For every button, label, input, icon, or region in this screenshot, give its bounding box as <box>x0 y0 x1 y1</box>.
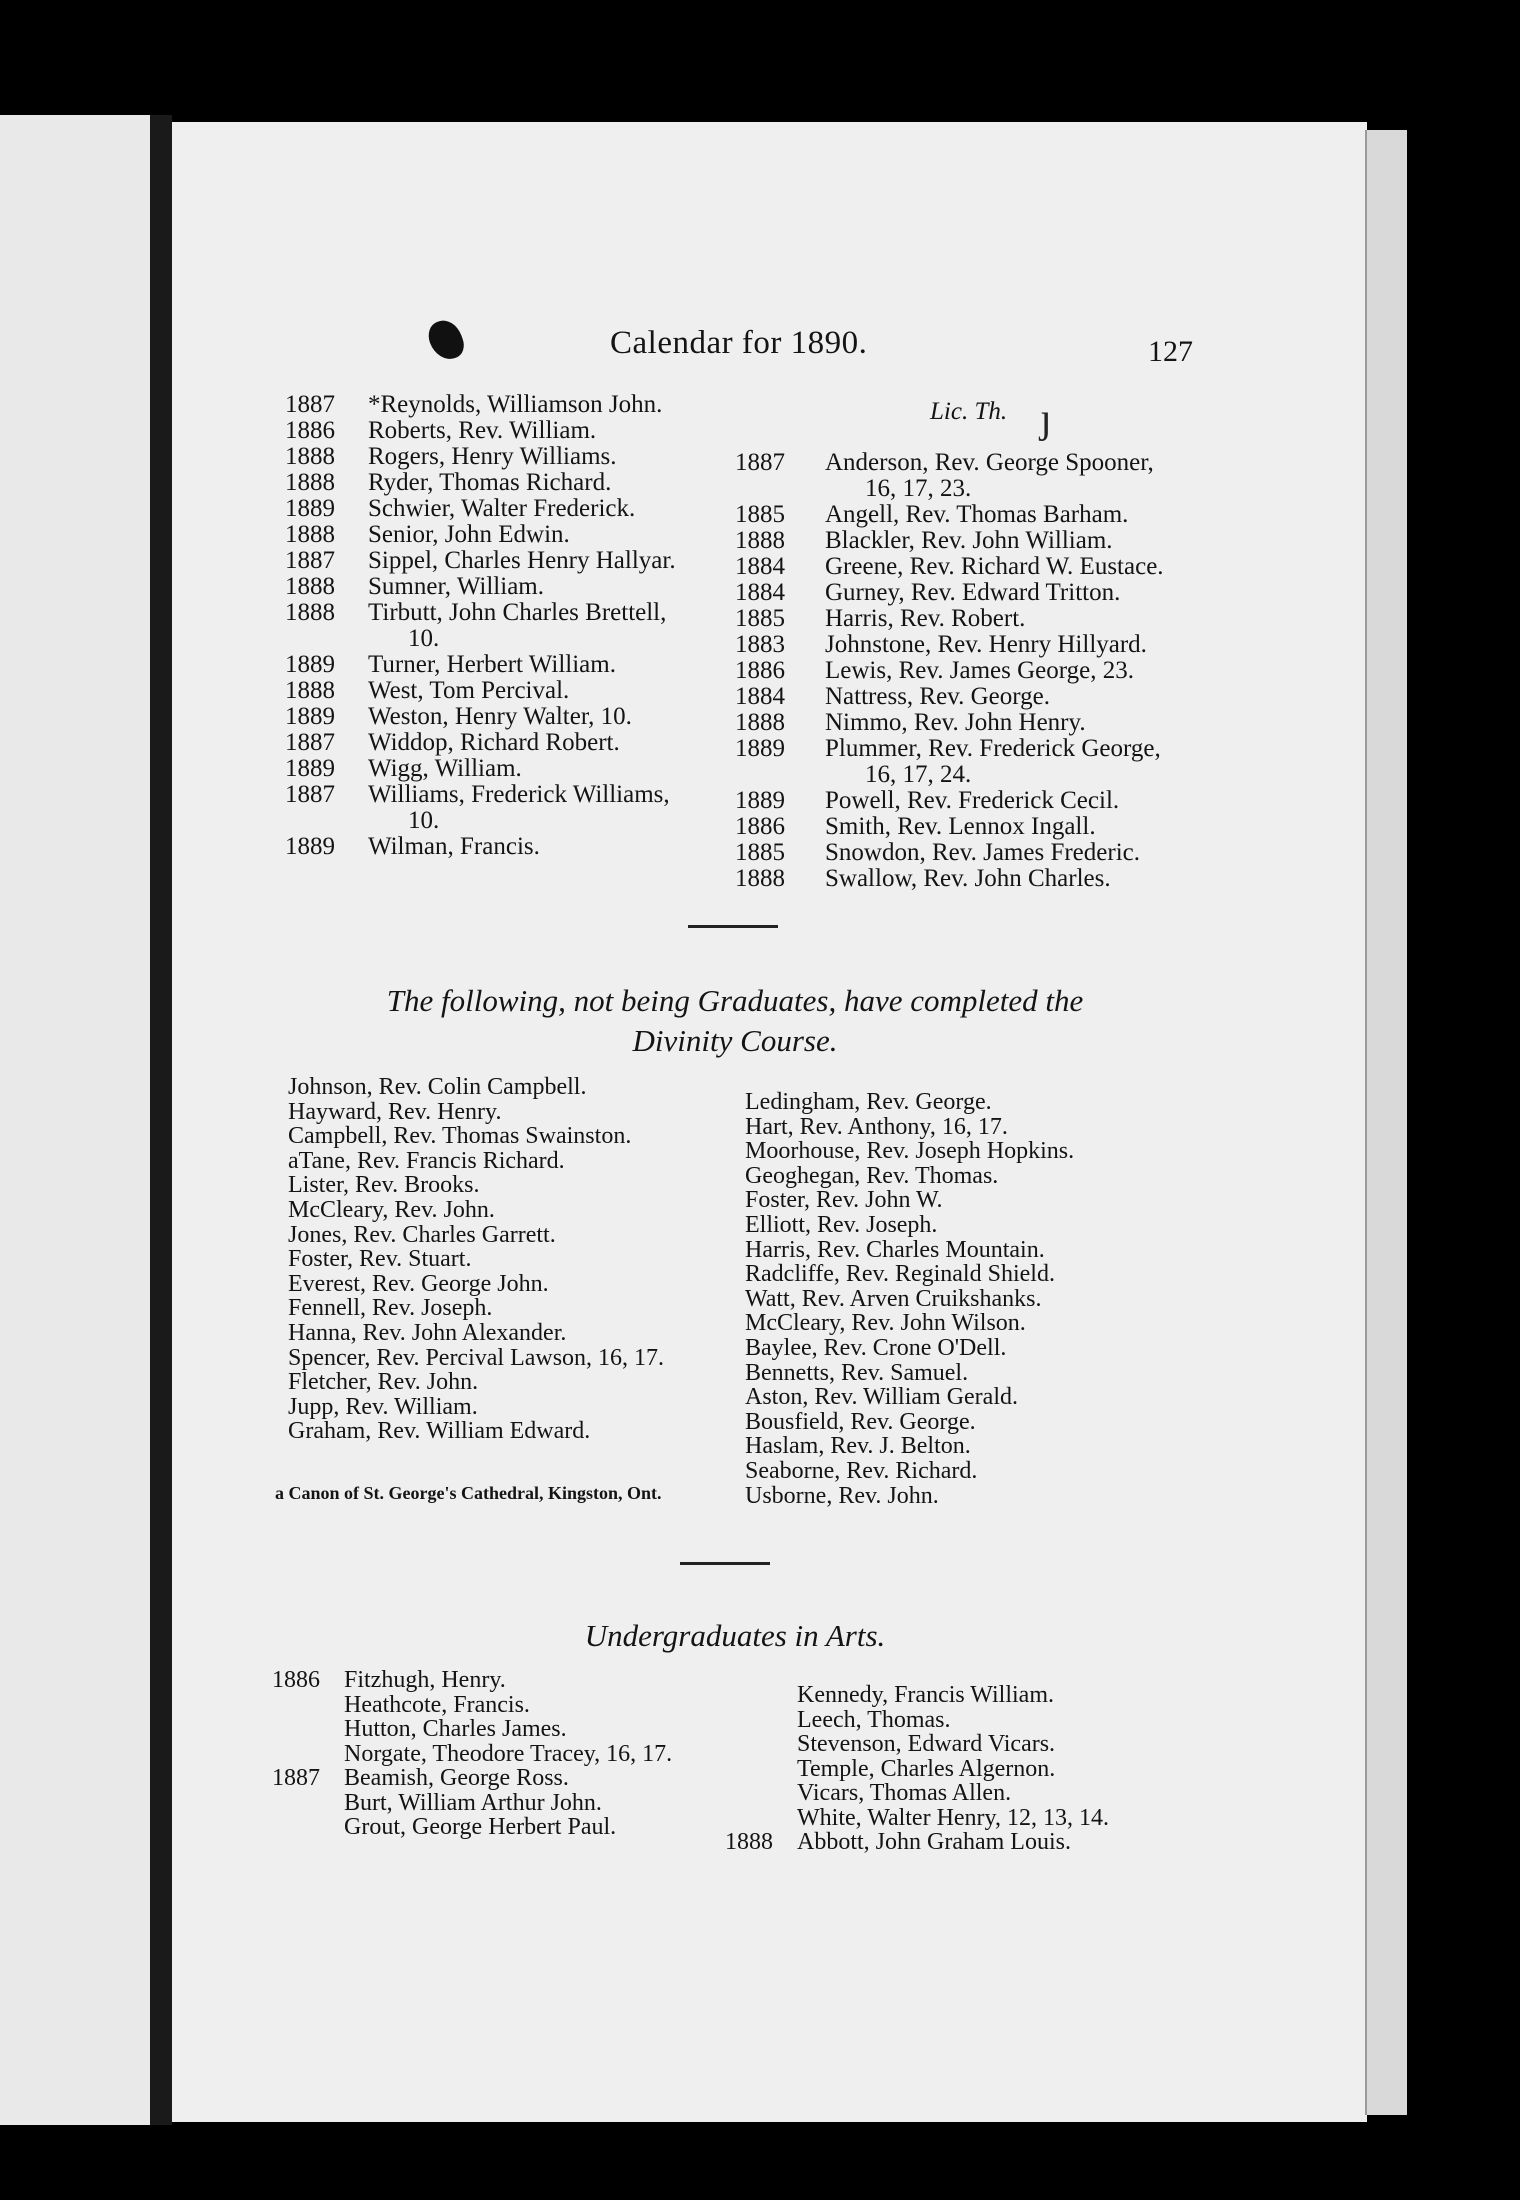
list-item <box>735 866 1205 892</box>
entry-name: Senior, John Edwin. <box>368 521 570 548</box>
list-item: Fennell, Rev. Joseph. <box>288 1295 493 1322</box>
list-item <box>285 756 725 782</box>
entry-year: 1888 <box>735 865 785 892</box>
list-item: Hart, Rev. Anthony, 16, 17. <box>745 1113 1008 1140</box>
list-item <box>272 1742 772 1767</box>
entry-year: 1889 <box>285 755 335 782</box>
entry-name: Swallow, Rev. John Charles. <box>825 865 1111 892</box>
divider-rule <box>688 925 778 928</box>
list-item <box>735 840 1205 866</box>
list-item <box>735 684 1205 710</box>
entry-name: Weston, Henry Walter, 10. <box>368 703 632 730</box>
list-item: Usborne, Rev. John. <box>745 1482 939 1509</box>
page-number: 127 <box>1148 335 1193 368</box>
list-item: Elliott, Rev. Joseph. <box>745 1211 938 1238</box>
entry-name: Wilman, Francis. <box>368 833 540 860</box>
entry-year: 1886 <box>735 813 785 840</box>
list-item: Lister, Rev. Brooks. <box>288 1172 480 1199</box>
list-item: McCleary, Rev. John. <box>288 1196 495 1223</box>
list-item <box>285 470 725 496</box>
list-item: Haslam, Rev. J. Belton. <box>745 1433 971 1460</box>
entry-year: 1888 <box>735 709 785 736</box>
list-item: Foster, Rev. John W. <box>745 1187 943 1214</box>
entry-year: 1885 <box>735 839 785 866</box>
list-item <box>272 1717 772 1742</box>
entry-year: 1886 <box>272 1667 320 1693</box>
list-item <box>725 1806 1195 1831</box>
entry-name: Hutton, Charles James. <box>344 1716 567 1742</box>
entry-name: Fitzhugh, Henry. <box>344 1667 506 1693</box>
entry-name: Williams, Frederick Williams, <box>368 781 670 808</box>
list-item: Aston, Rev. William Gerald. <box>745 1384 1018 1411</box>
entry-name: Smith, Rev. Lennox Ingall. <box>825 813 1096 840</box>
entry-year: 1889 <box>735 735 785 762</box>
list-item: Jupp, Rev. William. <box>288 1393 478 1420</box>
list-item: Bennetts, Rev. Samuel. <box>745 1359 969 1386</box>
entry-name: Wigg, William. <box>368 755 522 782</box>
entry-year: 1886 <box>735 657 785 684</box>
list-item <box>285 392 725 418</box>
entry-name: Kennedy, Francis William. <box>797 1682 1054 1708</box>
list-item <box>725 1830 1195 1855</box>
entry-name: Nimmo, Rev. John Henry. <box>825 709 1086 736</box>
list-item <box>735 606 1205 632</box>
entry-name: Turner, Herbert William. <box>368 651 616 678</box>
list-item <box>735 632 1205 658</box>
page-edge <box>1365 130 1407 2115</box>
list-item: Hanna, Rev. John Alexander. <box>288 1319 567 1346</box>
list-item: aTane, Rev. Francis Richard. <box>288 1147 565 1174</box>
entry-name: Snowdon, Rev. James Frederic. <box>825 839 1140 866</box>
divinity-list-right <box>745 1090 1195 1508</box>
list-item <box>735 554 1205 580</box>
entry-name: Roberts, Rev. William. <box>368 417 597 444</box>
entry-name: Beamish, George Ross. <box>344 1765 569 1791</box>
entry-year: 1887 <box>272 1765 320 1791</box>
list-item: Ledingham, Rev. George. <box>745 1089 992 1115</box>
list-item: Geoghegan, Rev. Thomas. <box>745 1162 999 1189</box>
entry-year: 1887 <box>285 729 335 756</box>
divinity-list-left <box>288 1075 738 1444</box>
entry-name: White, Walter Henry, 12, 13, 14. <box>797 1804 1109 1831</box>
entry-name: Plummer, Rev. Frederick George, <box>825 735 1161 762</box>
list-item: Bousfield, Rev. George. <box>745 1408 976 1435</box>
lic-th-list <box>735 450 1205 892</box>
entry-year: 1888 <box>735 527 785 554</box>
entry-name: Anderson, Rev. George Spooner, <box>825 449 1154 476</box>
entry-name: Blackler, Rev. John William. <box>825 527 1113 554</box>
book-spine <box>150 115 172 2125</box>
list-item: Fletcher, Rev. John. <box>288 1369 479 1396</box>
graduate-list-left <box>285 392 725 860</box>
entry-year: 1887 <box>285 391 335 418</box>
entry-continuation: 10. <box>408 807 440 834</box>
entry-name: Leech, Thomas. <box>797 1706 951 1733</box>
list-item <box>272 1766 772 1791</box>
list-item <box>735 580 1205 606</box>
list-item: Jones, Rev. Charles Garrett. <box>288 1221 556 1248</box>
pen-mark: ȷ <box>1040 396 1052 442</box>
list-item: Foster, Rev. Stuart. <box>288 1246 472 1273</box>
undergrad-list-left <box>272 1668 772 1840</box>
entry-year: 1884 <box>735 553 785 580</box>
footnote: a Canon of St. George's Cathedral, Kingston, Ont. <box>275 1483 662 1503</box>
list-item <box>725 1683 1195 1708</box>
undergrad-list-right <box>725 1683 1195 1855</box>
list-item: Everest, Rev. George John. <box>288 1270 549 1297</box>
entry-year: 1886 <box>285 417 335 444</box>
entry-name: Harris, Rev. Robert. <box>825 605 1026 632</box>
entry-name: Powell, Rev. Frederick Cecil. <box>825 787 1120 814</box>
list-item <box>735 502 1205 528</box>
entry-year: 1884 <box>735 579 785 606</box>
list-item: Moorhouse, Rev. Joseph Hopkins. <box>745 1138 1075 1165</box>
entry-name: Norgate, Theodore Tracey, 16, 17. <box>344 1740 673 1767</box>
entry-year: 1889 <box>285 495 335 522</box>
list-item <box>735 528 1205 554</box>
list-item: Baylee, Rev. Crone O'Dell. <box>745 1334 1007 1361</box>
list-item <box>285 522 725 548</box>
entry-name: *Reynolds, Williamson John. <box>368 391 663 418</box>
entry-year: 1885 <box>735 605 785 632</box>
entry-year: 1888 <box>285 677 335 704</box>
list-item <box>285 418 725 444</box>
list-item <box>272 1693 772 1718</box>
entry-year: 1889 <box>285 651 335 678</box>
list-item: Graham, Rev. William Edward. <box>288 1418 591 1445</box>
list-item <box>285 548 725 574</box>
list-item <box>285 834 725 860</box>
entry-name: Widdop, Richard Robert. <box>368 729 620 756</box>
list-item <box>285 678 725 704</box>
divider-rule-2 <box>680 1562 770 1565</box>
entry-name: Schwier, Walter Frederick. <box>368 495 636 522</box>
list-item <box>285 652 725 678</box>
list-item: Spencer, Rev. Percival Lawson, 16, 17. <box>288 1344 665 1371</box>
list-item: Harris, Rev. Charles Mountain. <box>745 1236 1045 1263</box>
list-item <box>285 574 725 600</box>
page-header: Calendar for 1890. <box>610 325 868 361</box>
entry-name: Vicars, Thomas Allen. <box>797 1780 1012 1806</box>
entry-name: Rogers, Henry Williams. <box>368 443 617 470</box>
entry-name: Sippel, Charles Henry Hallyar. <box>368 547 676 574</box>
list-item <box>285 730 725 756</box>
list-item: Johnson, Rev. Colin Campbell. <box>288 1074 587 1100</box>
list-item: Hayward, Rev. Henry. <box>288 1098 502 1125</box>
entry-name: Tirbutt, John Charles Brettell, <box>368 599 667 626</box>
entry-year: 1888 <box>285 521 335 548</box>
entry-name: Lewis, Rev. James George, 23. <box>825 657 1134 684</box>
list-item <box>272 1668 772 1693</box>
divinity-heading-line2: Divinity Course. <box>632 1023 838 1058</box>
entry-name: Heathcote, Francis. <box>344 1691 530 1718</box>
entry-year: 1887 <box>735 449 785 476</box>
entry-name: Nattress, Rev. George. <box>825 683 1050 710</box>
list-item: Watt, Rev. Arven Cruikshanks. <box>745 1285 1042 1312</box>
list-item <box>735 736 1205 788</box>
undergrad-heading: Undergraduates in Arts. <box>584 1618 886 1653</box>
entry-name: Gurney, Rev. Edward Tritton. <box>825 579 1121 606</box>
list-item <box>285 782 725 834</box>
entry-year: 1885 <box>735 501 785 528</box>
entry-name: Abbott, John Graham Louis. <box>797 1829 1071 1855</box>
entry-name: Ryder, Thomas Richard. <box>368 469 612 496</box>
list-item <box>272 1815 772 1840</box>
entry-year: 1889 <box>285 833 335 860</box>
list-item <box>725 1781 1195 1806</box>
entry-name: Grout, George Herbert Paul. <box>344 1814 617 1840</box>
entry-name: Johnstone, Rev. Henry Hillyard. <box>825 631 1147 658</box>
entry-year: 1889 <box>285 703 335 730</box>
list-item <box>725 1732 1195 1757</box>
list-item: Campbell, Rev. Thomas Swainston. <box>288 1123 632 1150</box>
entry-year: 1888 <box>285 469 335 496</box>
list-item <box>285 704 725 730</box>
list-item: McCleary, Rev. John Wilson. <box>745 1310 1026 1337</box>
list-item <box>735 710 1205 736</box>
list-item <box>725 1757 1195 1782</box>
list-item <box>735 788 1205 814</box>
facing-page <box>0 115 155 2125</box>
list-item <box>735 658 1205 684</box>
lic-th-heading: Lic. Th. <box>930 398 1008 425</box>
entry-continuation: 16, 17, 24. <box>865 761 972 788</box>
entry-year: 1888 <box>285 573 335 600</box>
entry-name: Sumner, William. <box>368 573 544 600</box>
entry-name: West, Tom Percival. <box>368 677 570 704</box>
entry-name: Angell, Rev. Thomas Barham. <box>825 501 1129 528</box>
list-item: Seaborne, Rev. Richard. <box>745 1457 978 1484</box>
list-item <box>285 496 725 522</box>
entry-name: Stevenson, Edward Vicars. <box>797 1731 1056 1757</box>
entry-year: 1888 <box>285 443 335 470</box>
entry-year: 1889 <box>735 787 785 814</box>
list-item <box>285 600 725 652</box>
entry-year: 1884 <box>735 683 785 710</box>
list-item: Radcliffe, Rev. Reginald Shield. <box>745 1261 1055 1288</box>
entry-year: 1887 <box>285 781 335 808</box>
list-item <box>285 444 725 470</box>
list-item <box>272 1791 772 1816</box>
entry-year: 1888 <box>285 599 335 626</box>
entry-year: 1887 <box>285 547 335 574</box>
entry-name: Greene, Rev. Richard W. Eustace. <box>825 553 1164 580</box>
list-item <box>735 450 1205 502</box>
entry-continuation: 16, 17, 23. <box>865 475 972 502</box>
list-item <box>725 1708 1195 1733</box>
divinity-heading-line1: The following, not being Graduates, have completed the <box>386 983 1084 1018</box>
entry-name: Burt, William Arthur John. <box>344 1789 602 1816</box>
entry-year: 1883 <box>735 631 785 658</box>
entry-year: 1888 <box>725 1829 773 1855</box>
entry-continuation: 10. <box>408 625 440 652</box>
list-item <box>735 814 1205 840</box>
entry-name: Temple, Charles Algernon. <box>797 1755 1056 1782</box>
